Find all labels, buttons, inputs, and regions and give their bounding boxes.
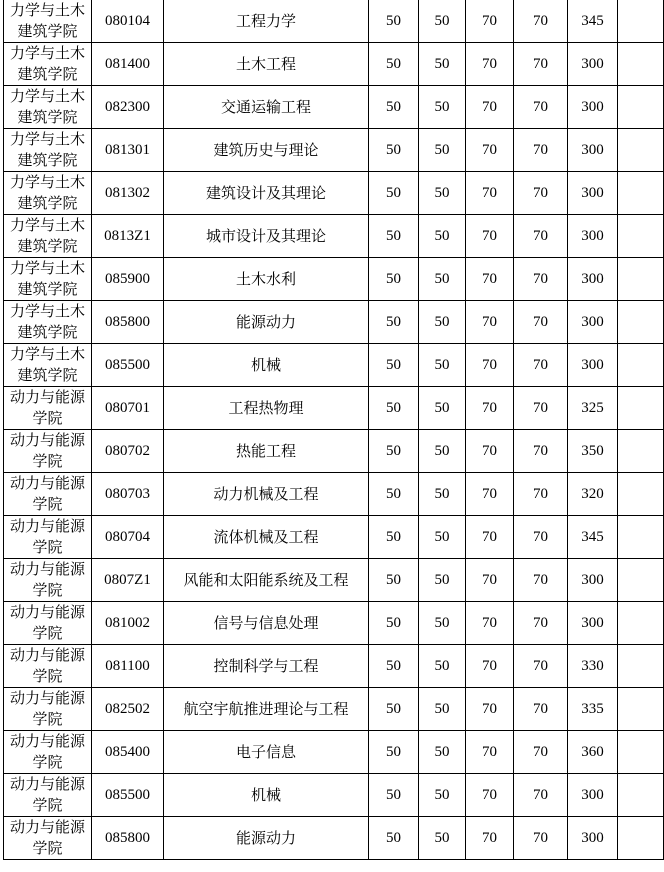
score-subject-two-cell: 70 xyxy=(514,817,568,860)
school-cell xyxy=(4,516,92,559)
school-name-line: 力学与土木 xyxy=(9,216,85,234)
major-name-cell: 航空宇航推进理论与工程 xyxy=(164,688,369,731)
major-name-cell: 控制科学与工程 xyxy=(164,645,369,688)
school-cell xyxy=(4,387,92,430)
table-row xyxy=(4,688,664,731)
major-code-cell: 085400 xyxy=(92,731,164,774)
major-name-cell: 电子信息 xyxy=(164,731,369,774)
school-name-line: 动力与能源 xyxy=(9,646,85,664)
school-cell xyxy=(4,731,92,774)
total-score-cell: 350 xyxy=(568,430,618,473)
school-name-line: 建筑学院 xyxy=(17,151,78,169)
score-foreign-language-cell: 50 xyxy=(419,86,466,129)
table-row xyxy=(4,473,664,516)
score-subject-two-cell: 70 xyxy=(514,430,568,473)
score-subject-two-cell: 70 xyxy=(514,215,568,258)
school-name-line: 动力与能源 xyxy=(9,474,85,492)
score-subject-two-cell: 70 xyxy=(514,516,568,559)
table-row xyxy=(4,602,664,645)
score-politics-cell: 50 xyxy=(369,43,419,86)
major-name-cell: 信号与信息处理 xyxy=(164,602,369,645)
school-name-line: 学院 xyxy=(32,581,63,599)
score-subject-two-cell: 70 xyxy=(514,43,568,86)
score-politics-cell: 50 xyxy=(369,301,419,344)
school-cell xyxy=(4,0,92,43)
note-cell xyxy=(618,215,664,258)
score-politics-cell: 50 xyxy=(369,172,419,215)
table-row xyxy=(4,43,664,86)
major-code-cell: 080104 xyxy=(92,0,164,43)
school-name-line: 学院 xyxy=(32,667,63,685)
score-subject-one-cell: 70 xyxy=(466,774,514,817)
score-politics-cell: 50 xyxy=(369,602,419,645)
total-score-cell: 300 xyxy=(568,559,618,602)
score-subject-two-cell: 70 xyxy=(514,86,568,129)
score-subject-two-cell: 70 xyxy=(514,688,568,731)
total-score-cell: 320 xyxy=(568,473,618,516)
major-code-cell: 082502 xyxy=(92,688,164,731)
major-code-cell: 0807Z1 xyxy=(92,559,164,602)
note-cell xyxy=(618,258,664,301)
school-name-line: 力学与土木 xyxy=(9,302,85,320)
school-cell xyxy=(4,645,92,688)
score-politics-cell: 50 xyxy=(369,215,419,258)
score-foreign-language-cell: 50 xyxy=(419,602,466,645)
school-name-line: 力学与土木 xyxy=(9,130,85,148)
school-name-line: 学院 xyxy=(32,753,63,771)
major-code-cell: 081301 xyxy=(92,129,164,172)
total-score-cell: 300 xyxy=(568,817,618,860)
school-cell xyxy=(4,258,92,301)
score-subject-one-cell: 70 xyxy=(466,430,514,473)
table-row xyxy=(4,172,664,215)
score-table xyxy=(3,0,664,860)
major-name-cell: 建筑历史与理论 xyxy=(164,129,369,172)
school-name-line: 动力与能源 xyxy=(9,517,85,535)
school-name-line: 力学与土木 xyxy=(9,1,85,19)
score-subject-one-cell: 70 xyxy=(466,473,514,516)
total-score-cell: 330 xyxy=(568,645,618,688)
major-code-cell: 081100 xyxy=(92,645,164,688)
score-subject-two-cell: 70 xyxy=(514,258,568,301)
school-name-line: 学院 xyxy=(32,710,63,728)
school-cell xyxy=(4,559,92,602)
school-name-line: 力学与土木 xyxy=(9,87,85,105)
major-code-cell: 085800 xyxy=(92,301,164,344)
score-politics-cell: 50 xyxy=(369,516,419,559)
score-foreign-language-cell: 50 xyxy=(419,129,466,172)
school-name-line: 建筑学院 xyxy=(17,323,78,341)
score-foreign-language-cell: 50 xyxy=(419,516,466,559)
score-politics-cell: 50 xyxy=(369,774,419,817)
school-name-line: 动力与能源 xyxy=(9,560,85,578)
table-row xyxy=(4,129,664,172)
score-foreign-language-cell: 50 xyxy=(419,774,466,817)
total-score-cell: 300 xyxy=(568,215,618,258)
total-score-cell: 300 xyxy=(568,774,618,817)
score-subject-one-cell: 70 xyxy=(466,817,514,860)
school-name-line: 动力与能源 xyxy=(9,818,85,836)
school-name-line: 力学与土木 xyxy=(9,173,85,191)
table-row xyxy=(4,645,664,688)
major-code-cell: 081302 xyxy=(92,172,164,215)
note-cell xyxy=(618,430,664,473)
score-foreign-language-cell: 50 xyxy=(419,0,466,43)
score-foreign-language-cell: 50 xyxy=(419,473,466,516)
total-score-cell: 300 xyxy=(568,258,618,301)
table-row xyxy=(4,731,664,774)
major-name-cell: 风能和太阳能系统及工程 xyxy=(164,559,369,602)
total-score-cell: 345 xyxy=(568,0,618,43)
school-name-line: 建筑学院 xyxy=(17,366,78,384)
score-politics-cell: 50 xyxy=(369,0,419,43)
school-cell xyxy=(4,215,92,258)
note-cell xyxy=(618,817,664,860)
score-politics-cell: 50 xyxy=(369,688,419,731)
score-foreign-language-cell: 50 xyxy=(419,817,466,860)
note-cell xyxy=(618,688,664,731)
school-name-line: 动力与能源 xyxy=(9,388,85,406)
table-row xyxy=(4,0,664,43)
score-foreign-language-cell: 50 xyxy=(419,258,466,301)
score-subject-two-cell: 70 xyxy=(514,301,568,344)
score-politics-cell: 50 xyxy=(369,645,419,688)
score-foreign-language-cell: 50 xyxy=(419,731,466,774)
major-name-cell: 动力机械及工程 xyxy=(164,473,369,516)
school-name-line: 学院 xyxy=(32,538,63,556)
score-subject-one-cell: 70 xyxy=(466,0,514,43)
school-cell xyxy=(4,817,92,860)
table-row xyxy=(4,516,664,559)
score-politics-cell: 50 xyxy=(369,344,419,387)
table-body xyxy=(4,0,664,860)
table-row xyxy=(4,817,664,860)
note-cell xyxy=(618,774,664,817)
score-politics-cell: 50 xyxy=(369,559,419,602)
note-cell xyxy=(618,0,664,43)
score-subject-one-cell: 70 xyxy=(466,516,514,559)
major-name-cell: 城市设计及其理论 xyxy=(164,215,369,258)
table-row xyxy=(4,559,664,602)
school-name-line: 学院 xyxy=(32,796,63,814)
school-name-line: 力学与土木 xyxy=(9,345,85,363)
school-name-line: 力学与土木 xyxy=(9,44,85,62)
school-cell xyxy=(4,129,92,172)
score-subject-two-cell: 70 xyxy=(514,602,568,645)
score-subject-one-cell: 70 xyxy=(466,344,514,387)
score-subject-one-cell: 70 xyxy=(466,129,514,172)
total-score-cell: 300 xyxy=(568,86,618,129)
score-foreign-language-cell: 50 xyxy=(419,43,466,86)
note-cell xyxy=(618,731,664,774)
score-subject-two-cell: 70 xyxy=(514,645,568,688)
school-name-line: 动力与能源 xyxy=(9,775,85,793)
school-name-line: 动力与能源 xyxy=(9,732,85,750)
major-code-cell: 085900 xyxy=(92,258,164,301)
major-name-cell: 流体机械及工程 xyxy=(164,516,369,559)
score-politics-cell: 50 xyxy=(369,129,419,172)
table-row xyxy=(4,344,664,387)
score-politics-cell: 50 xyxy=(369,473,419,516)
score-subject-one-cell: 70 xyxy=(466,645,514,688)
score-foreign-language-cell: 50 xyxy=(419,172,466,215)
total-score-cell: 300 xyxy=(568,172,618,215)
school-cell xyxy=(4,602,92,645)
major-name-cell: 建筑设计及其理论 xyxy=(164,172,369,215)
school-name-line: 建筑学院 xyxy=(17,237,78,255)
school-name-line: 动力与能源 xyxy=(9,689,85,707)
score-subject-two-cell: 70 xyxy=(514,172,568,215)
score-politics-cell: 50 xyxy=(369,387,419,430)
major-name-cell: 机械 xyxy=(164,344,369,387)
score-subject-one-cell: 70 xyxy=(466,387,514,430)
school-cell xyxy=(4,473,92,516)
total-score-cell: 300 xyxy=(568,344,618,387)
total-score-cell: 360 xyxy=(568,731,618,774)
school-cell xyxy=(4,430,92,473)
score-subject-one-cell: 70 xyxy=(466,215,514,258)
score-subject-two-cell: 70 xyxy=(514,731,568,774)
total-score-cell: 300 xyxy=(568,129,618,172)
note-cell xyxy=(618,516,664,559)
table-row xyxy=(4,387,664,430)
table-row xyxy=(4,301,664,344)
score-subject-one-cell: 70 xyxy=(466,43,514,86)
table-row xyxy=(4,430,664,473)
score-subject-two-cell: 70 xyxy=(514,387,568,430)
school-cell xyxy=(4,688,92,731)
school-name-line: 学院 xyxy=(32,409,63,427)
major-name-cell: 热能工程 xyxy=(164,430,369,473)
score-foreign-language-cell: 50 xyxy=(419,215,466,258)
table-row xyxy=(4,774,664,817)
score-subject-one-cell: 70 xyxy=(466,559,514,602)
major-code-cell: 085500 xyxy=(92,344,164,387)
note-cell xyxy=(618,86,664,129)
major-code-cell: 080701 xyxy=(92,387,164,430)
table-row xyxy=(4,215,664,258)
school-cell xyxy=(4,344,92,387)
note-cell xyxy=(618,473,664,516)
total-score-cell: 325 xyxy=(568,387,618,430)
major-name-cell: 工程热物理 xyxy=(164,387,369,430)
major-code-cell: 080702 xyxy=(92,430,164,473)
major-name-cell: 机械 xyxy=(164,774,369,817)
school-name-line: 学院 xyxy=(32,624,63,642)
major-code-cell: 081002 xyxy=(92,602,164,645)
score-subject-two-cell: 70 xyxy=(514,344,568,387)
note-cell xyxy=(618,559,664,602)
score-subject-two-cell: 70 xyxy=(514,774,568,817)
school-name-line: 学院 xyxy=(32,495,63,513)
school-name-line: 建筑学院 xyxy=(17,65,78,83)
total-score-cell: 300 xyxy=(568,43,618,86)
note-cell xyxy=(618,43,664,86)
table-row xyxy=(4,258,664,301)
major-name-cell: 土木工程 xyxy=(164,43,369,86)
score-politics-cell: 50 xyxy=(369,731,419,774)
major-name-cell: 能源动力 xyxy=(164,301,369,344)
score-politics-cell: 50 xyxy=(369,86,419,129)
note-cell xyxy=(618,344,664,387)
score-subject-two-cell: 70 xyxy=(514,0,568,43)
score-foreign-language-cell: 50 xyxy=(419,344,466,387)
school-name-line: 建筑学院 xyxy=(17,194,78,212)
major-name-cell: 工程力学 xyxy=(164,0,369,43)
note-cell xyxy=(618,129,664,172)
major-code-cell: 080704 xyxy=(92,516,164,559)
score-subject-two-cell: 70 xyxy=(514,473,568,516)
school-cell xyxy=(4,86,92,129)
score-subject-one-cell: 70 xyxy=(466,258,514,301)
score-subject-one-cell: 70 xyxy=(466,172,514,215)
score-foreign-language-cell: 50 xyxy=(419,645,466,688)
major-name-cell: 交通运输工程 xyxy=(164,86,369,129)
score-foreign-language-cell: 50 xyxy=(419,688,466,731)
school-name-line: 动力与能源 xyxy=(9,603,85,621)
major-code-cell: 081400 xyxy=(92,43,164,86)
score-foreign-language-cell: 50 xyxy=(419,559,466,602)
score-foreign-language-cell: 50 xyxy=(419,301,466,344)
note-cell xyxy=(618,387,664,430)
major-name-cell: 土木水利 xyxy=(164,258,369,301)
major-code-cell: 085500 xyxy=(92,774,164,817)
school-cell xyxy=(4,43,92,86)
school-name-line: 建筑学院 xyxy=(17,22,78,40)
school-name-line: 建筑学院 xyxy=(17,280,78,298)
major-code-cell: 080703 xyxy=(92,473,164,516)
school-cell xyxy=(4,172,92,215)
score-politics-cell: 50 xyxy=(369,430,419,473)
school-name-line: 动力与能源 xyxy=(9,431,85,449)
score-foreign-language-cell: 50 xyxy=(419,430,466,473)
note-cell xyxy=(618,645,664,688)
score-subject-one-cell: 70 xyxy=(466,86,514,129)
score-subject-one-cell: 70 xyxy=(466,731,514,774)
school-name-line: 建筑学院 xyxy=(17,108,78,126)
score-subject-two-cell: 70 xyxy=(514,559,568,602)
major-code-cell: 0813Z1 xyxy=(92,215,164,258)
school-cell xyxy=(4,774,92,817)
table-row xyxy=(4,86,664,129)
score-foreign-language-cell: 50 xyxy=(419,387,466,430)
note-cell xyxy=(618,602,664,645)
score-politics-cell: 50 xyxy=(369,817,419,860)
score-subject-two-cell: 70 xyxy=(514,129,568,172)
school-cell xyxy=(4,301,92,344)
total-score-cell: 300 xyxy=(568,301,618,344)
school-name-line: 学院 xyxy=(32,839,63,857)
note-cell xyxy=(618,301,664,344)
major-code-cell: 085800 xyxy=(92,817,164,860)
major-name-cell: 能源动力 xyxy=(164,817,369,860)
score-politics-cell: 50 xyxy=(369,258,419,301)
score-subject-one-cell: 70 xyxy=(466,301,514,344)
total-score-cell: 335 xyxy=(568,688,618,731)
school-name-line: 力学与土木 xyxy=(9,259,85,277)
score-subject-one-cell: 70 xyxy=(466,602,514,645)
note-cell xyxy=(618,172,664,215)
score-subject-one-cell: 70 xyxy=(466,688,514,731)
total-score-cell: 345 xyxy=(568,516,618,559)
major-code-cell: 082300 xyxy=(92,86,164,129)
total-score-cell: 300 xyxy=(568,602,618,645)
school-name-line: 学院 xyxy=(32,452,63,470)
